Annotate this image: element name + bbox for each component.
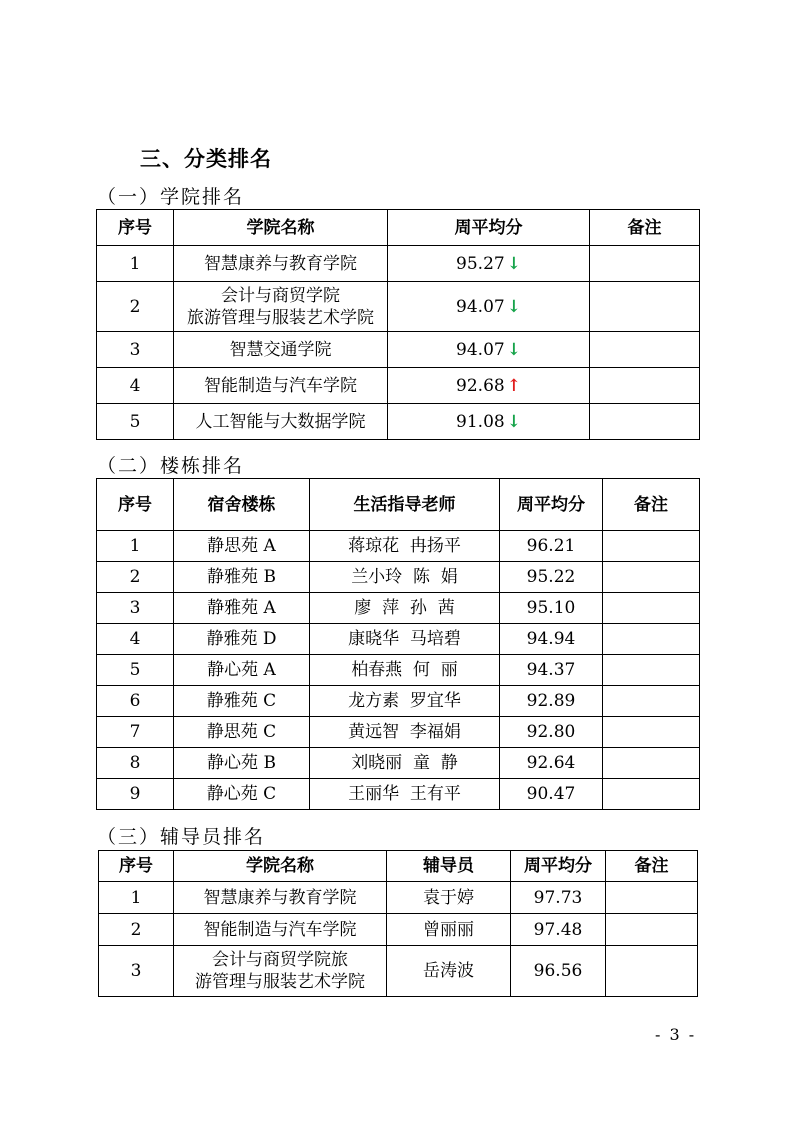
teacher-names: 刘晓丽 童 静 — [310, 748, 500, 779]
table-row — [97, 624, 700, 655]
row-no: 5 — [97, 655, 174, 686]
college-name: 会计与商贸学院旅 游管理与服装艺术学院 — [174, 946, 387, 997]
score-cell: 94.37 — [500, 655, 603, 686]
college-name: 智慧康养与教育学院 — [174, 246, 388, 282]
note-cell — [606, 914, 698, 946]
score-cell: 96.56 — [511, 946, 606, 997]
building-name: 静雅苑 B — [174, 562, 310, 593]
note-cell — [603, 562, 700, 593]
section-heading: 三、分类排名 — [140, 147, 272, 171]
row-no: 4 — [97, 368, 174, 404]
arrow-up-icon: ↑ — [506, 375, 521, 396]
note-cell — [590, 368, 700, 404]
note-cell — [590, 282, 700, 332]
note-cell — [603, 531, 700, 562]
header-college: 学院名称 — [174, 851, 387, 882]
note-cell — [603, 593, 700, 624]
table-header-row — [99, 851, 698, 882]
page-number: - 3 - — [655, 1025, 697, 1044]
header-score: 周平均分 — [388, 210, 590, 246]
header-no: 序号 — [97, 210, 174, 246]
college-ranking-table — [96, 209, 700, 440]
building-ranking-title: （二）楼栋排名 — [97, 455, 245, 477]
score-cell — [388, 332, 590, 368]
note-cell — [606, 882, 698, 914]
score-value: 95.27 — [456, 253, 505, 274]
table-header-row — [97, 479, 700, 531]
row-no: 2 — [97, 282, 174, 332]
table-row — [97, 562, 700, 593]
teacher-names: 黄远智 李福娟 — [310, 717, 500, 748]
note-cell — [590, 404, 700, 440]
arrow-down-icon: ↓ — [506, 411, 521, 432]
teacher-names: 康晓华 马培碧 — [310, 624, 500, 655]
header-score: 周平均分 — [511, 851, 606, 882]
table-row — [99, 946, 698, 997]
counselor-ranking-table — [98, 850, 698, 997]
header-teachers: 生活指导老师 — [310, 479, 500, 531]
counselor-name: 袁于婷 — [387, 882, 511, 914]
table-row — [97, 655, 700, 686]
note-cell — [603, 655, 700, 686]
teacher-names: 柏春燕 何 丽 — [310, 655, 500, 686]
arrow-down-icon: ↓ — [506, 253, 521, 274]
row-no: 7 — [97, 717, 174, 748]
note-cell — [603, 779, 700, 810]
building-name: 静雅苑 D — [174, 624, 310, 655]
row-no: 1 — [97, 531, 174, 562]
table-row — [97, 531, 700, 562]
score-cell: 92.89 — [500, 686, 603, 717]
teacher-names: 廖 萍 孙 茜 — [310, 593, 500, 624]
college-name: 人工智能与大数据学院 — [174, 404, 388, 440]
row-no: 3 — [99, 946, 174, 997]
row-no: 3 — [97, 332, 174, 368]
score-cell — [388, 404, 590, 440]
building-name: 静思苑 C — [174, 717, 310, 748]
score-cell: 97.73 — [511, 882, 606, 914]
teacher-names: 王丽华 王有平 — [310, 779, 500, 810]
header-note: 备注 — [606, 851, 698, 882]
table-row — [97, 368, 700, 404]
table-header-row — [97, 210, 700, 246]
note-cell — [590, 246, 700, 282]
score-value: 94.07 — [456, 296, 505, 317]
counselor-name: 岳涛波 — [387, 946, 511, 997]
teacher-names: 兰小玲 陈 娟 — [310, 562, 500, 593]
header-building: 宿舍楼栋 — [174, 479, 310, 531]
teacher-names: 蒋琼花 冉扬平 — [310, 531, 500, 562]
row-no: 6 — [97, 686, 174, 717]
header-note: 备注 — [603, 479, 700, 531]
building-ranking-table — [96, 478, 700, 810]
table-row — [97, 404, 700, 440]
header-no: 序号 — [97, 479, 174, 531]
score-cell — [388, 246, 590, 282]
score-cell: 95.22 — [500, 562, 603, 593]
counselor-name: 曾丽丽 — [387, 914, 511, 946]
score-value: 91.08 — [456, 411, 505, 432]
row-no: 4 — [97, 624, 174, 655]
table-row — [97, 686, 700, 717]
note-cell — [590, 332, 700, 368]
table-row — [97, 748, 700, 779]
table-row — [97, 332, 700, 368]
table-row — [99, 914, 698, 946]
table-row — [97, 282, 700, 332]
building-name: 静雅苑 A — [174, 593, 310, 624]
building-name: 静心苑 B — [174, 748, 310, 779]
score-cell: 96.21 — [500, 531, 603, 562]
row-no: 1 — [99, 882, 174, 914]
building-name: 静思苑 A — [174, 531, 310, 562]
row-no: 5 — [97, 404, 174, 440]
table-row — [97, 593, 700, 624]
row-no: 2 — [97, 562, 174, 593]
note-cell — [603, 686, 700, 717]
score-cell — [388, 368, 590, 404]
note-cell — [603, 717, 700, 748]
college-name: 智慧交通学院 — [174, 332, 388, 368]
score-cell: 92.64 — [500, 748, 603, 779]
college-name: 智能制造与汽车学院 — [174, 914, 387, 946]
score-cell: 94.94 — [500, 624, 603, 655]
row-no: 2 — [99, 914, 174, 946]
header-score: 周平均分 — [500, 479, 603, 531]
score-value: 94.07 — [456, 339, 505, 360]
row-no: 3 — [97, 593, 174, 624]
header-college: 学院名称 — [174, 210, 388, 246]
arrow-down-icon: ↓ — [506, 339, 521, 360]
table-row — [99, 882, 698, 914]
college-ranking-title: （一）学院排名 — [97, 186, 245, 208]
building-name: 静心苑 A — [174, 655, 310, 686]
row-no: 8 — [97, 748, 174, 779]
table-row — [97, 717, 700, 748]
building-name: 静雅苑 C — [174, 686, 310, 717]
building-name: 静心苑 C — [174, 779, 310, 810]
table-row — [97, 779, 700, 810]
note-cell — [606, 946, 698, 997]
college-name: 智能制造与汽车学院 — [174, 368, 388, 404]
teacher-names: 龙方素 罗宜华 — [310, 686, 500, 717]
row-no: 1 — [97, 246, 174, 282]
score-cell: 90.47 — [500, 779, 603, 810]
score-value: 92.68 — [456, 375, 505, 396]
header-counselor: 辅导员 — [387, 851, 511, 882]
note-cell — [603, 624, 700, 655]
note-cell — [603, 748, 700, 779]
college-name: 智慧康养与教育学院 — [174, 882, 387, 914]
score-cell — [388, 282, 590, 332]
college-name: 会计与商贸学院 旅游管理与服装艺术学院 — [174, 282, 388, 332]
table-row — [97, 246, 700, 282]
header-no: 序号 — [99, 851, 174, 882]
arrow-down-icon: ↓ — [506, 296, 521, 317]
header-note: 备注 — [590, 210, 700, 246]
row-no: 9 — [97, 779, 174, 810]
score-cell: 95.10 — [500, 593, 603, 624]
counselor-ranking-title: （三）辅导员排名 — [97, 826, 266, 848]
score-cell: 97.48 — [511, 914, 606, 946]
score-cell: 92.80 — [500, 717, 603, 748]
